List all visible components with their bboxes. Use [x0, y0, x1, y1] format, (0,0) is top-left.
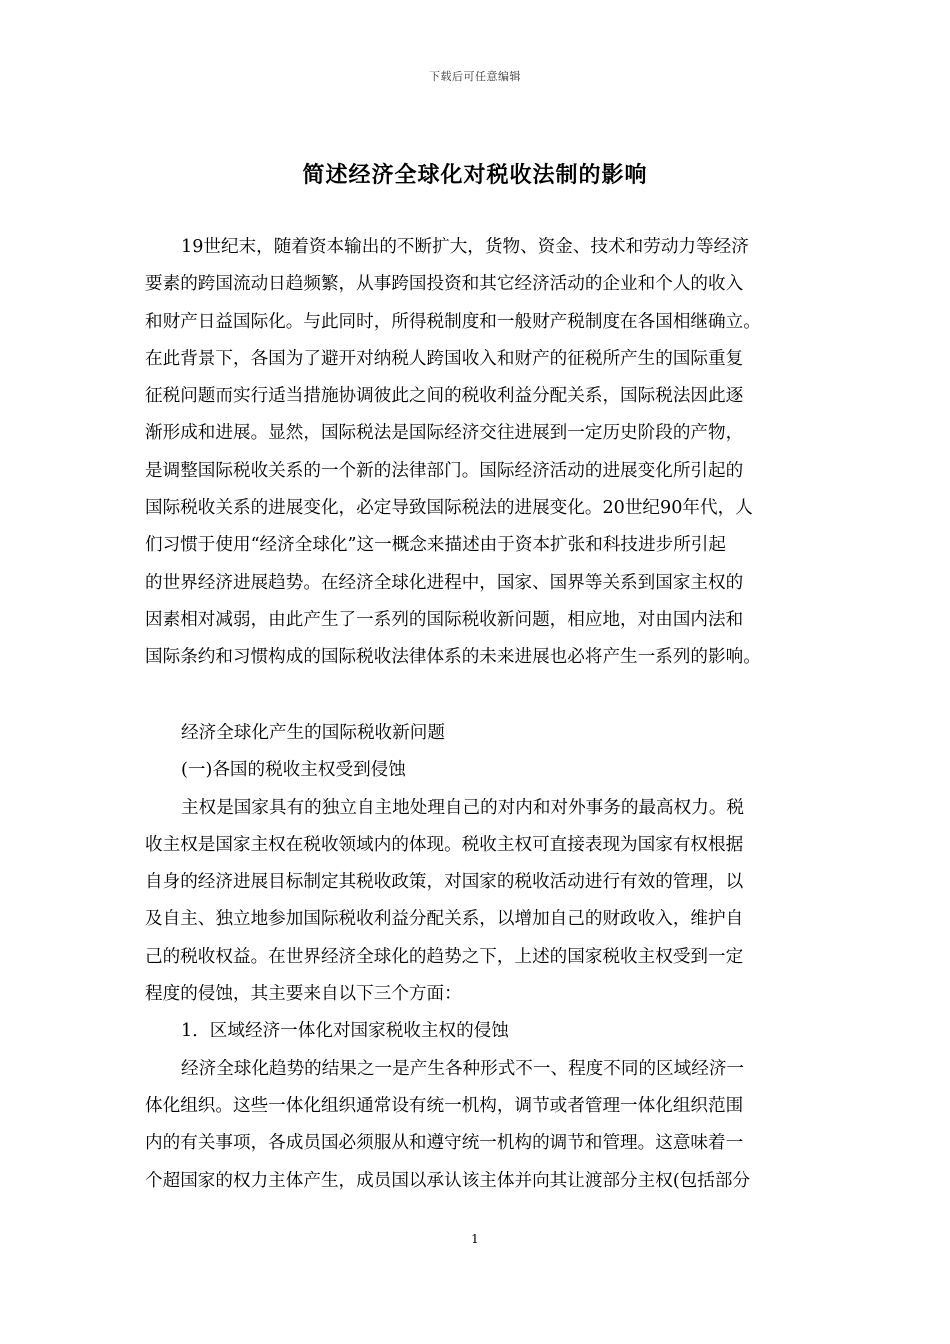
text-line: 经济全球化趋势的结果之一是产生各种形式不一、程度不同的区域经济一: [181, 1058, 745, 1079]
text-line: 主权是国家具有的独立自主地处理自己的对内和对外事务的最高权力。税: [181, 797, 745, 818]
text-line: (一)各国的税收主权受到侵蚀: [181, 760, 406, 781]
text-line: 经济全球化产生的国际税收新问题: [181, 723, 445, 743]
text-line: 国际税收关系的进展变化，必定导致国际税法的进展变化。20世纪90年代，人: [145, 498, 753, 519]
page-header-note: 下载后可任意编辑: [429, 70, 521, 83]
text-line: 程度的侵蚀，其主要来自以下三个方面：: [145, 984, 462, 1005]
text-line: 的世界经济进展趋势。在经济全球化进程中，国家、国界等关系到国家主权的: [145, 572, 744, 593]
text-line: 及自主、独立地参加国际税收利益分配关系，以增加自己的财政收入，维护自: [145, 909, 744, 930]
text-line: 个超国家的权力主体产生，成员国以承认该主体并向其让渡部分主权(包括部分: [145, 1170, 751, 1191]
page-number: 1: [471, 1232, 479, 1246]
text-line: 渐形成和进展。显然，国际税法是国际经济交往进展到一定历史阶段的产物，: [145, 423, 744, 444]
text-line: 己的税收权益。在世界经济全球化的趋势之下，上述的国家税收主权受到一定: [145, 946, 744, 967]
document-title: 简述经济全球化对税收法制的影响: [302, 162, 648, 188]
text-line: 们习惯于使用“经济全球化”这一概念来描述由于资本扩张和科技进步所引起: [145, 535, 726, 556]
text-line: 在此背景下，各国为了避开对纳税人跨国收入和财产的征税所产生的国际重复: [145, 348, 744, 369]
text-line: 1．区域经济一体化对国家税收主权的侵蚀: [181, 1021, 509, 1042]
text-line: 国际条约和习惯构成的国际税收法律体系的未来进展也必将产生一系列的影响。: [145, 647, 761, 668]
text-line: 是调整国际税收关系的一个新的法律部门。国际经济活动的进展变化所引起的: [145, 460, 744, 481]
text-line: 自身的经济进展目标制定其税收政策，对国家的税收活动进行有效的管理，以: [145, 872, 744, 893]
text-line: 内的有关事项，各成员国必须服从和遵守统一机构的调节和管理。这意味着一: [145, 1133, 744, 1154]
text-line: 收主权是国家主权在税收领域内的体现。税收主权可直接表现为国家有权根据: [145, 834, 744, 855]
text-line: 因素相对减弱，由此产生了一系列的国际税收新问题，相应地，对由国内法和: [145, 609, 744, 630]
text-line: 要素的跨国流动日趋频繁，从事跨国投资和其它经济活动的企业和个人的收入: [145, 274, 744, 295]
intro-paragraph: [145, 229, 807, 677]
text-line: 征税问题而实行适当措施协调彼此之间的税收利益分配关系，国际税法因此逐: [145, 386, 744, 407]
text-line: 和财产日益国际化。与此同时，所得税制度和一般财产税制度在各国相继确立。: [145, 311, 761, 332]
section-content: [145, 715, 807, 1200]
text-line: 体化组织。这些一体化组织通常设有统一机构，调节或者管理一体化组织范围: [145, 1095, 744, 1116]
text-line: 19世纪末，随着资本输出的不断扩大，货物、资金、技术和劳动力等经济: [181, 237, 749, 257]
